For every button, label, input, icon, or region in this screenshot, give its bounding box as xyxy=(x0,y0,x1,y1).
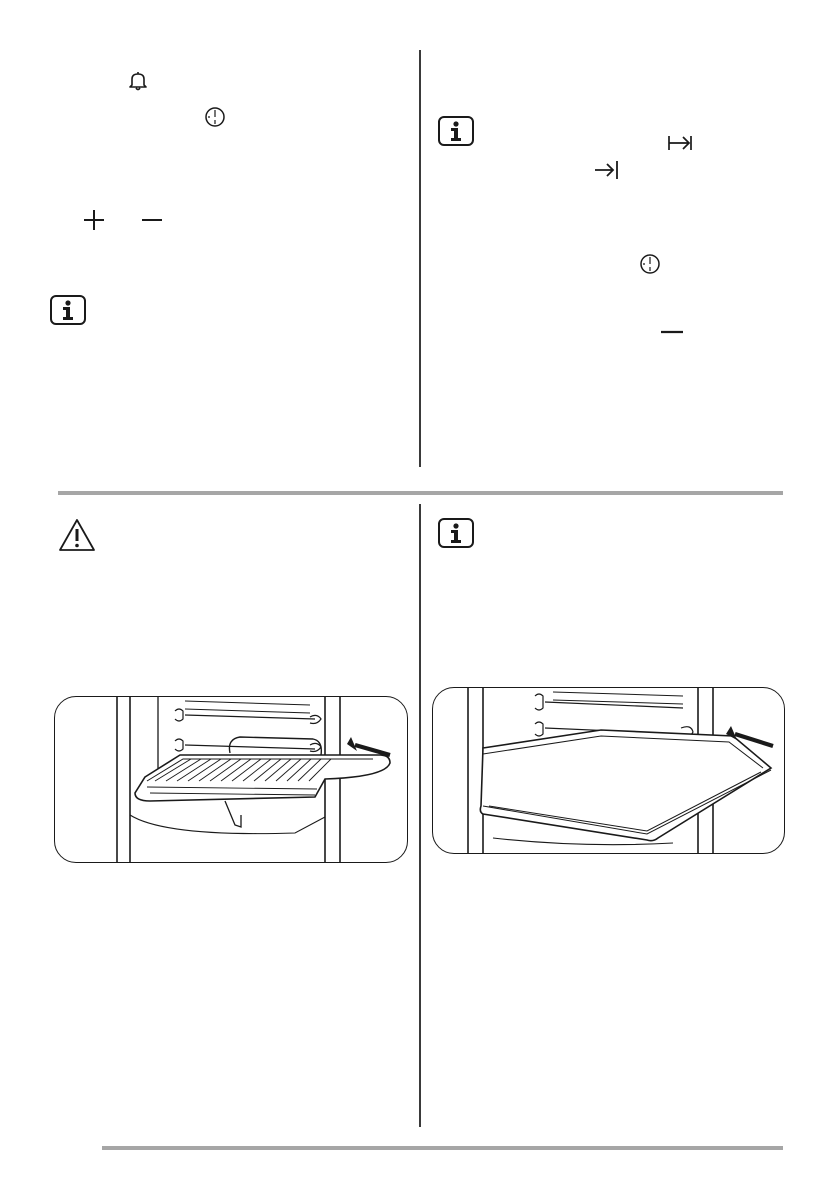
column-divider xyxy=(419,50,421,467)
end-time-icon xyxy=(594,160,620,180)
column-divider xyxy=(419,504,421,1127)
clock-icon xyxy=(639,253,661,275)
section-rule xyxy=(58,491,783,495)
duration-icon xyxy=(667,134,693,152)
warning-icon xyxy=(58,518,96,552)
wire-shelf-illustration xyxy=(54,696,408,863)
minus-icon xyxy=(660,322,684,342)
clock-icon xyxy=(204,106,226,128)
plus-icon xyxy=(83,209,105,231)
info-icon xyxy=(438,116,474,146)
footer-rule xyxy=(102,1146,783,1150)
info-icon xyxy=(438,518,474,548)
bell-icon xyxy=(128,70,148,92)
minus-icon xyxy=(141,209,163,231)
info-icon xyxy=(50,295,86,325)
baking-tray-illustration xyxy=(432,687,785,854)
